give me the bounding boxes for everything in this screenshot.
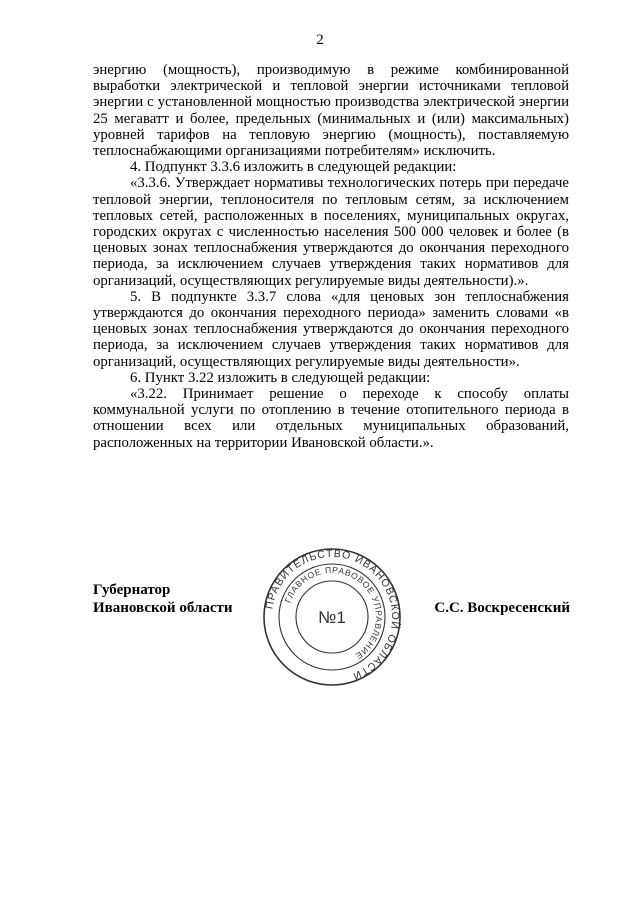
paragraph: энергию (мощность), производимую в режиме комбинированной выработки электрической и тепловой энергии источниками тепловой энергии с установленной мощностью производства электрической энергии 25 мегаватт и более, предельных (минимальных и (или) максимальных) уровней тарифов на тепловую энергию (мощность), поставляемую теплоснабжающими организациями потребителям» исключить. xyxy=(93,62,569,160)
paragraph: 5. В подпункте 3.3.7 слова «для ценовых зон теплоснабжения утверждаются до окончания переходного периода» заменить словами «в ценовых зонах теплоснабжения утверждаются до окончания переходного периода, за исключением случаев утверждения таких нормативов для организаций, осуществляющих регулируемые виды деятельности». xyxy=(93,288,569,370)
signatory-name: С.С. Воскресенский xyxy=(434,600,570,616)
paragraph: 6. Пункт 3.22 изложить в следующей редакции: xyxy=(130,369,431,386)
official-seal xyxy=(262,547,402,687)
seal-inner-text: ГЛАВНОЕ ПРАВОВОЕ УПРАВЛЕНИЕ xyxy=(282,564,385,662)
paragraph: «3.22. Принимает решение о переходе к способу оплаты коммунальной услуги по отоплению в течение отопительного периода в отношении всех или отдельных муниципальных образований, расположенных на территории Ивановской области.». xyxy=(93,386,569,451)
document-body xyxy=(93,62,569,451)
signatory-title xyxy=(93,581,233,617)
page-number: 2 xyxy=(316,32,324,48)
seal-outer-text: ПРАВИТЕЛЬСТВО ИВАНОВСКОЙ ОБЛАСТИ xyxy=(263,547,402,683)
paragraph: «3.3.6. Утверждает нормативы технологических потерь при передаче тепловой энергии, теплоносителя по тепловым сетям, за исключением тепловых сетей, расположенных в поселениях, муниципальных округах, городских округах с численностью населения 500 000 человек и более (в ценовых зонах теплоснабжения утверждаются до окончания переходного периода, за исключением случаев утверждения таких нормативов для организаций, осуществляющих регулируемые виды деятельности).». xyxy=(93,175,569,289)
signatory-title-line2: Ивановской области xyxy=(93,600,233,616)
paragraph: 4. Подпункт 3.3.6 изложить в следующей редакции: xyxy=(130,159,457,176)
signatory-title-line1: Губернатор xyxy=(93,582,171,598)
seal-number: №1 xyxy=(318,608,346,627)
